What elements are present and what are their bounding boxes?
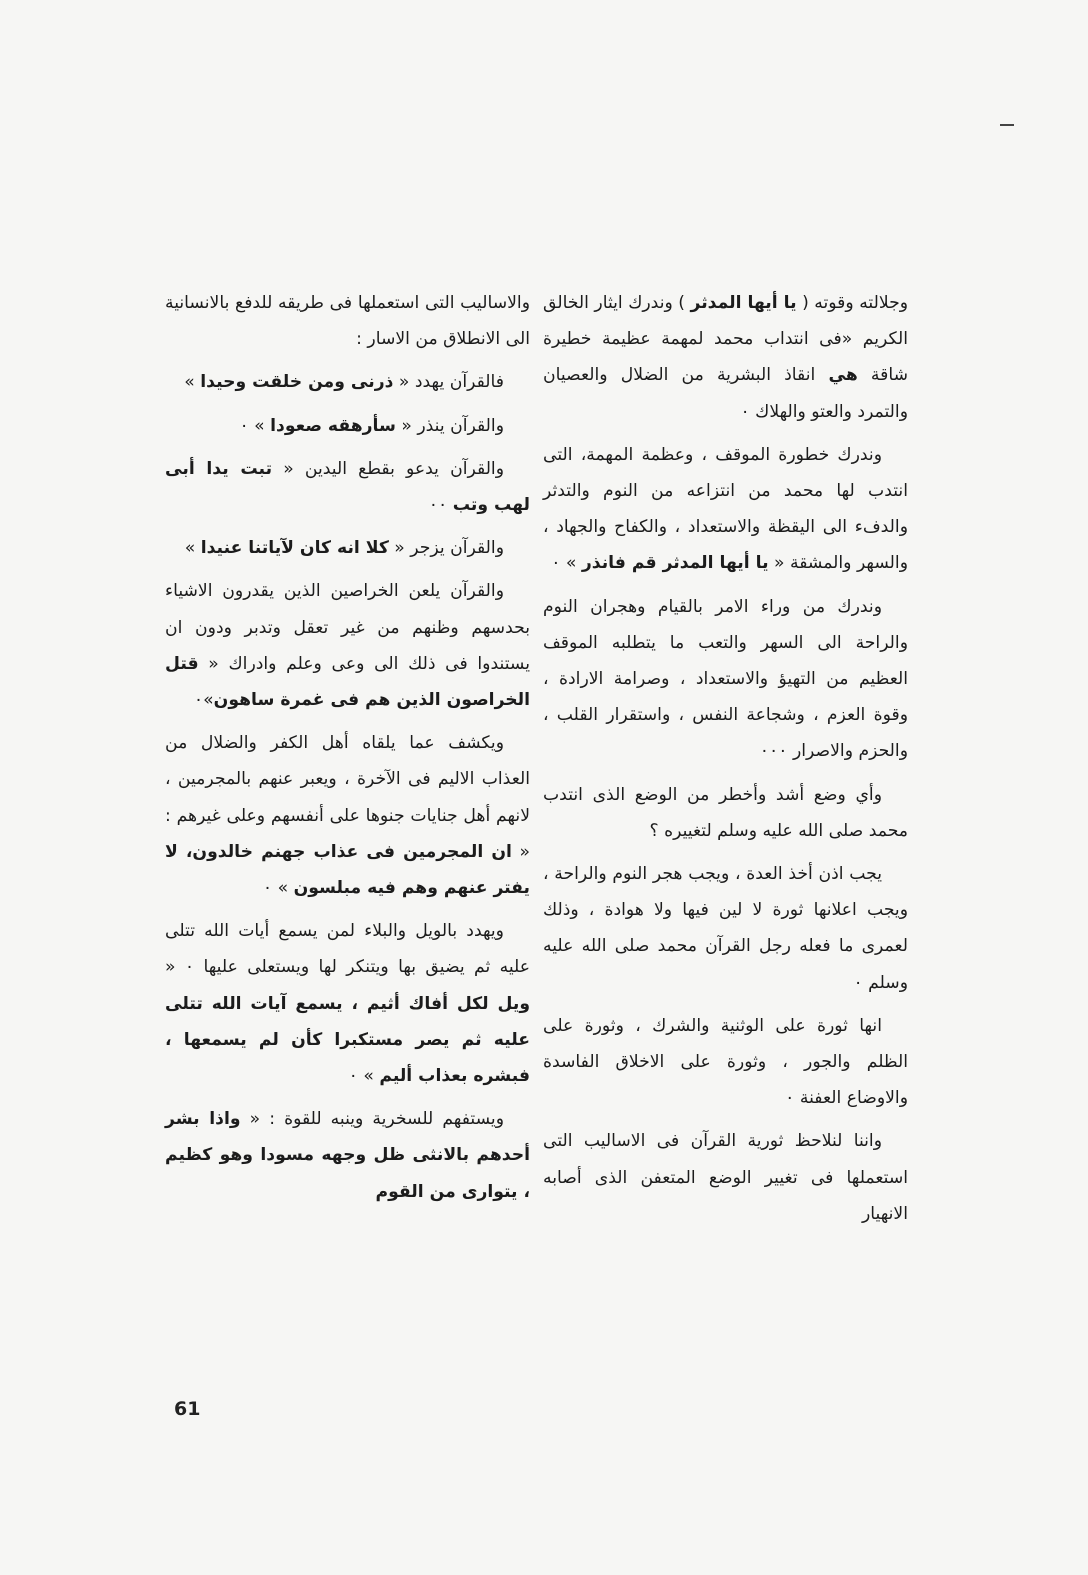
text-run: والقرآن يزجر « (388, 538, 504, 559)
paragraph (543, 1008, 908, 1117)
paragraph (165, 725, 530, 906)
paragraph (543, 589, 908, 770)
quran-quote: ذرنى ومن خلقت وحيدا (200, 372, 394, 393)
paragraph (543, 437, 908, 582)
page-number: 61 (174, 1398, 201, 1420)
paragraph (165, 1101, 530, 1210)
text-run: واننا لنلاحظ ثورية القرآن فى الاساليب التى استعملها فى تغيير الوضع المتعفن الذى أصابه الانهيار (543, 1131, 908, 1224)
quran-quote: كلا انه كان لآياتنا عنيدا (200, 538, 389, 559)
text-run: وجلالته وقوته ( (796, 293, 909, 313)
text-run: »٠ (193, 690, 214, 711)
text-run: وأي وضع أشد وأخطر من الوضع الذى انتدب محمد صلى الله عليه وسلم لتغييره ؟ (543, 784, 908, 841)
paragraph (165, 913, 530, 1094)
text-run: ويهدد بالويل والبلاء لمن يسمع أيات الله تتلى عليه ثم يضيق بها ويتنكر لها ويستعلى عليها ٠ « (165, 921, 530, 978)
text-run: انقاذ البشرية من الضلال والعصيان والتمرد والعتو والهلاك ٠ (543, 365, 908, 422)
text-run: » ٠ (348, 1066, 380, 1087)
text-run: » ٠ (551, 553, 582, 574)
text-run: وندرك خطورة الموقف ، وعظمة المهمة، التى انتدب لها محمد من انتزاعه من النوم والتدثر والدفء الى اليقظة والاستعداد ، والكفاح والجهاد ، والسهر والمشقة « (543, 444, 908, 574)
paragraph (165, 573, 530, 718)
text-run: ) وندرك ايثار الخالق الكريم «فى انتداب محمد لمهمة عظيمة خطيرة شاقة (543, 293, 908, 386)
text-run: » (184, 372, 201, 393)
paragraph (543, 1123, 908, 1232)
paragraph (165, 408, 530, 444)
text-run: فالقرآن يهدد « (393, 372, 504, 393)
quran-quote: يا أيها المدثر (690, 293, 797, 313)
quran-quote: واذا بشر أحدهم بالانثى ظل وجهه مسودا وهو كظيم ، يتوارى من القوم (165, 1109, 530, 1202)
text-run: والقرآن ينذر « (395, 415, 504, 436)
quran-quote: ويل لكل أفاك أثيم ، يسمع آيات الله تتلى عليه ثم يصر مستكبرا كأن لم يسمعها ، فبشره بعذاب أليم (165, 993, 530, 1087)
paragraph (543, 285, 908, 430)
text-run: والقرآن يلعن الخراصين الذين يقدرون الاشياء بحدسهم وظنهم من غير تعقل وتدبر ودون ان يستندوا فى ذلك الى وعى وعلم وادراك « (165, 581, 530, 674)
margin-mark (1000, 124, 1014, 126)
paragraph (165, 530, 530, 566)
left-text-column (165, 285, 530, 1217)
text-run: وندرك من وراء الامر بالقيام وهجران النوم والراحة الى السهر والتعب ما يتطلبه الموقف العظيم من التهيؤ والاستعداد ، وصرامة الارادة ، وقوة العزم ، وشجاعة النفس ، واستقرار القلب ، والحزم والاصرار ٠٠٠ (543, 596, 908, 762)
text-run: يجب اذن أخذ العدة ، ويجب هجر النوم والراحة ، ويجب اعلانها ثورة لا لين فيها ولا هوادة ، وذلك لعمرى ما فعله رجل القرآن محمد صلى الله عليه وسلم ٠ (543, 864, 908, 993)
paragraph (165, 364, 530, 400)
text-run: انها ثورة على الوثنية والشرك ، وثورة على الظلم والجور ، وثورة على الاخلاق الفاسدة والاوضاع العفنة ٠ (543, 1015, 908, 1109)
text-run: » (184, 538, 201, 559)
text-run: والاساليب التى استعملها فى طريقه للدفع بالانسانية الى الانطلاق من الاسار : (165, 293, 530, 350)
quran-quote: سأرهقه صعودا (270, 415, 396, 436)
paragraph (543, 777, 908, 849)
right-text-column (543, 285, 908, 1239)
quran-quote: يا أيها المدثر قم فانذر (581, 553, 769, 574)
text-run: » ٠ (262, 878, 294, 899)
quran-quote: هي (828, 365, 858, 386)
text-run: ويستفهم للسخرية وينبه للقوة : « (240, 1109, 504, 1130)
text-run: والقرآن يدعو بقطع اليدين « (272, 458, 505, 479)
quran-quote: تبت يدا أبى لهب وتب (165, 458, 530, 516)
quran-quote: ان المجرمين فى عذاب جهنم خالدون، لا يفتر عنهم وهم فيه مبلسون (165, 841, 530, 899)
text-run: ويكشف عما يلقاه أهل الكفر والضلال من العذاب الاليم فى الآخرة ، ويعبر عنهم بالمجرمين ، لانهم أهل جنايات جنوها على أنفسهم وعلى غيرهم : « (165, 733, 530, 862)
paragraph (165, 451, 530, 523)
text-run: » ٠ (239, 415, 271, 436)
text-run: ٠٠ (428, 495, 453, 516)
paragraph (165, 285, 530, 357)
quran-quote: قتل الخراصون الذين هم فى غمرة ساهون (165, 653, 530, 711)
paragraph (543, 856, 908, 1001)
